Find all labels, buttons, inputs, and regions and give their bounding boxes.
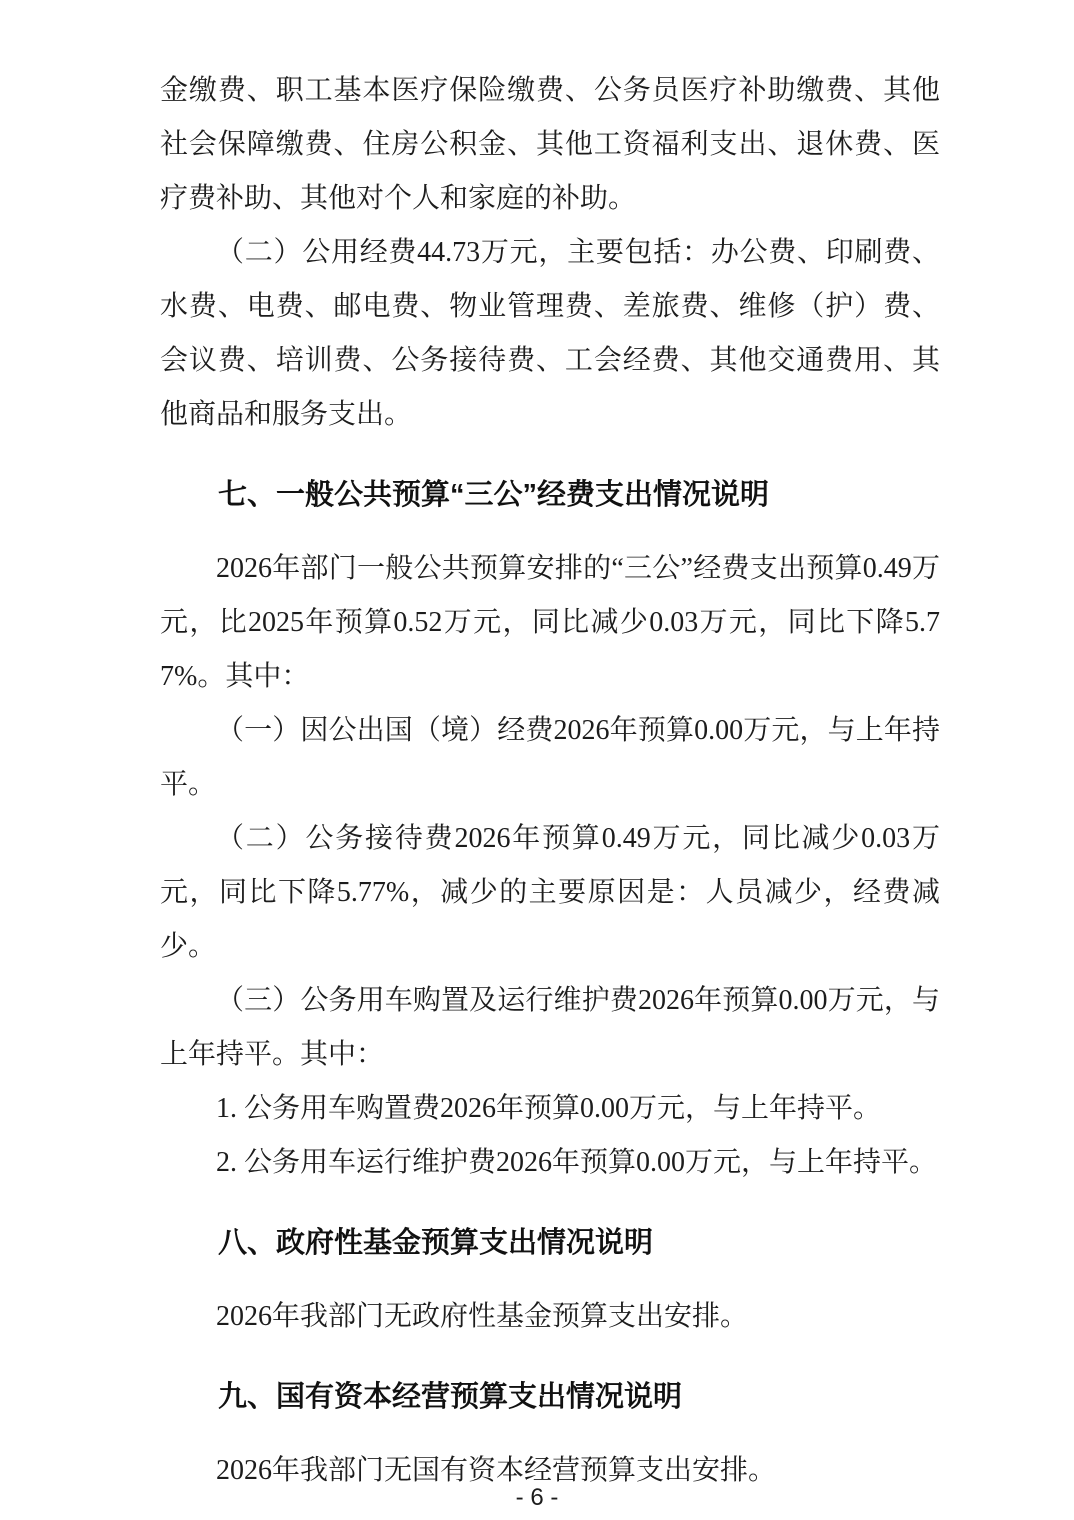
heading-section-7-three-public-expenses: 七、一般公共预算“三公”经费支出情况说明 (218, 479, 770, 511)
heading-section-9-state-capital-budget: 九、国有资本经营预算支出情况说明 (218, 1381, 683, 1413)
paragraph-personnel-expense-continued: 金缴费、职工基本医疗保险缴费、公务员医疗补助缴费、其他社会保障缴费、住房公积金、其他工资福利支出、退休费、医疗费补助、其他对个人和家庭的补助。 (160, 75, 940, 214)
paragraph-vehicle-operation-expense: 2. 公务用车运行维护费2026年预算0.00万元，与上年持平。 (216, 1147, 938, 1178)
page-number: - 6 - (515, 1484, 559, 1511)
document-body (160, 0, 940, 1498)
paragraph-no-state-capital-budget: 2026年我部门无国有资本经营预算支出安排。 (216, 1455, 777, 1486)
paragraph-vehicle-purchase-expense: 1. 公务用车购置费2026年预算0.00万元，与上年持平。 (216, 1093, 882, 1124)
paragraph-public-expense: （二）公用经费44.73万元，主要包括：办公费、印刷费、水费、电费、邮电费、物业管理费、差旅费、维修（护）费、会议费、培训费、公务接待费、工会经费、其他交通费用、其他商品和服务支出。 (160, 237, 940, 430)
paragraph-official-vehicle-expense: （三）公务用车购置及运行维护费2026年预算0.00万元，与上年持平。其中： (160, 985, 940, 1070)
paragraph-official-reception-expense: （二）公务接待费2026年预算0.49万元，同比减少0.03万元，同比下降5.77%，减少的主要原因是：人员减少，经费减少。 (160, 823, 940, 962)
heading-section-8-government-fund-budget: 八、政府性基金预算支出情况说明 (218, 1227, 654, 1259)
paragraph-overseas-travel-expense: （一）因公出国（境）经费2026年预算0.00万元，与上年持平。 (160, 715, 940, 800)
paragraph-three-public-budget-summary: 2026年部门一般公共预算安排的“三公”经费支出预算0.49万元，比2025年预算0.52万元，同比减少0.03万元，同比下降5.77%。其中： (160, 553, 940, 692)
paragraph-no-government-fund-budget: 2026年我部门无政府性基金预算支出安排。 (216, 1301, 749, 1332)
